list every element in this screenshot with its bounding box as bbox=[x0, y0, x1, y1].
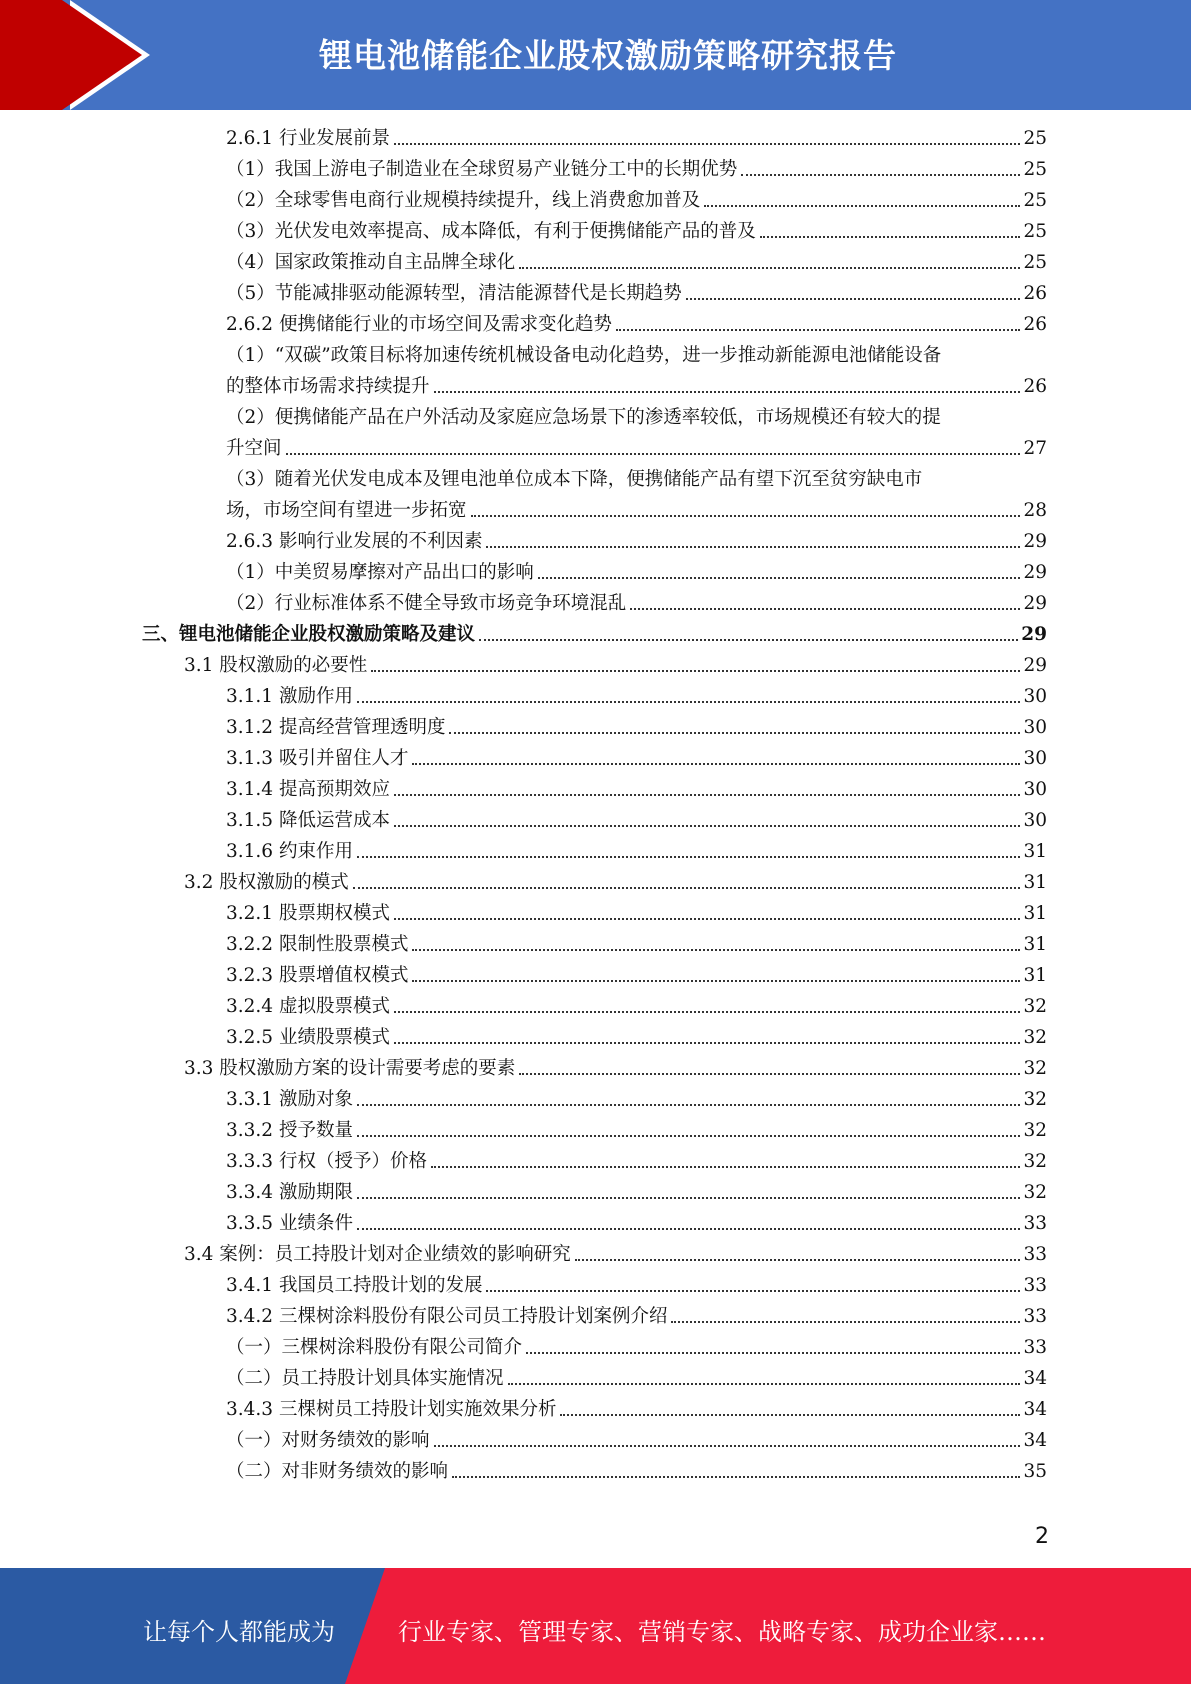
toc-leader-dots bbox=[434, 1445, 1021, 1447]
toc-leader-dots bbox=[508, 1383, 1021, 1385]
toc-leader-dots bbox=[486, 546, 1020, 548]
toc-leader-dots bbox=[412, 763, 1020, 765]
toc-entry-text: 2.6.1 行业发展前景 bbox=[226, 128, 390, 149]
toc-entry[interactable] bbox=[226, 1182, 1047, 1204]
page-header bbox=[0, 0, 1191, 110]
toc-entry-text: （一）对财务绩效的影响 bbox=[226, 1430, 430, 1451]
toc-entry-text: 3.2.3 股票增值权模式 bbox=[226, 965, 409, 986]
toc-entry[interactable] bbox=[226, 841, 1047, 863]
toc-entry-page: 25 bbox=[1023, 190, 1047, 211]
toc-entry-line1[interactable]: （3）随着光伏发电成本及锂电池单位成本下降，便携储能产品有望下沉至贫穷缺电市 bbox=[226, 469, 923, 490]
toc-entry[interactable] bbox=[184, 872, 1047, 894]
toc-entry-page: 30 bbox=[1023, 686, 1047, 707]
toc-entry[interactable] bbox=[226, 1306, 1047, 1328]
toc-entry-text: 3.4.3 三棵树员工持股计划实施效果分析 bbox=[226, 1399, 557, 1420]
toc-leader-dots bbox=[394, 143, 1020, 145]
toc-leader-dots bbox=[394, 1042, 1020, 1044]
toc-entry[interactable] bbox=[226, 190, 1047, 212]
toc-entry-text: 3.2.1 股票期权模式 bbox=[226, 903, 390, 924]
toc-entry-text: 三、锂电池储能企业股权激励策略及建议 bbox=[142, 624, 476, 645]
toc-entry-page: 33 bbox=[1023, 1337, 1047, 1358]
toc-leader-dots bbox=[286, 453, 1021, 455]
toc-entry-text: 3.1.6 约束作用 bbox=[226, 841, 353, 862]
toc-entry-text: 3.3.4 激励期限 bbox=[226, 1182, 353, 1203]
toc-entry-page: 26 bbox=[1023, 376, 1047, 397]
toc-entry[interactable] bbox=[226, 159, 1047, 181]
toc-leader-dots bbox=[630, 608, 1020, 610]
toc-entry-text: （2）行业标准体系不健全导致市场竞争环境混乱 bbox=[226, 593, 627, 614]
toc-entry[interactable] bbox=[226, 283, 1047, 305]
toc-entry-page: 35 bbox=[1023, 1461, 1047, 1482]
toc-entry-text: （3）光伏发电效率提高、成本降低，有利于便携储能产品的普及 bbox=[226, 221, 756, 242]
toc-entry-page: 31 bbox=[1023, 872, 1047, 893]
toc-leader-dots bbox=[560, 1414, 1020, 1416]
toc-entry[interactable] bbox=[226, 1368, 1047, 1390]
toc-entry-page: 30 bbox=[1023, 810, 1047, 831]
toc-entry-text: 升空间 bbox=[226, 438, 282, 459]
toc-entry[interactable] bbox=[226, 1089, 1047, 1111]
toc-entry-page: 25 bbox=[1023, 221, 1047, 242]
toc-entry[interactable] bbox=[226, 1213, 1047, 1235]
toc-entry[interactable] bbox=[226, 1461, 1047, 1483]
toc-entry[interactable] bbox=[226, 1027, 1047, 1049]
toc-entry[interactable] bbox=[226, 593, 1047, 615]
toc-entry[interactable] bbox=[226, 934, 1047, 956]
toc-entry-page: 31 bbox=[1023, 934, 1047, 955]
toc-entry[interactable] bbox=[226, 686, 1047, 708]
toc-leader-dots bbox=[412, 980, 1020, 982]
toc-entry[interactable] bbox=[226, 500, 1047, 522]
toc-leader-dots bbox=[519, 1073, 1020, 1075]
toc-leader-dots bbox=[357, 1104, 1021, 1106]
toc-entry[interactable] bbox=[226, 314, 1047, 336]
toc-entry-page: 30 bbox=[1023, 748, 1047, 769]
toc-entry-text: 3.3.2 授予数量 bbox=[226, 1120, 353, 1141]
toc-entry-text: （二）员工持股计划具体实施情况 bbox=[226, 1368, 504, 1389]
toc-entry-text: 场，市场空间有望进一步拓宽 bbox=[226, 500, 467, 521]
toc-leader-dots bbox=[371, 670, 1020, 672]
footer-blue-slant bbox=[345, 1568, 385, 1684]
toc-leader-dots bbox=[526, 1352, 1020, 1354]
toc-entry-text: （一）三棵树涂料股份有限公司简介 bbox=[226, 1337, 523, 1358]
toc-entry-page: 32 bbox=[1023, 1058, 1047, 1079]
toc-entry-page: 25 bbox=[1023, 159, 1047, 180]
toc-entry-page: 32 bbox=[1023, 1027, 1047, 1048]
toc-entry[interactable] bbox=[184, 655, 1047, 677]
toc-leader-dots bbox=[575, 1259, 1021, 1261]
toc-leader-dots bbox=[760, 236, 1021, 238]
toc-entry-text: 3.3 股权激励方案的设计需要考虑的要素 bbox=[184, 1058, 516, 1079]
toc-entry-page: 33 bbox=[1023, 1213, 1047, 1234]
page-number: 2 bbox=[1035, 1524, 1049, 1549]
toc-entry-page: 30 bbox=[1023, 717, 1047, 738]
toc-entry-page: 32 bbox=[1023, 996, 1047, 1017]
toc-entry-page: 31 bbox=[1023, 965, 1047, 986]
toc-entry[interactable] bbox=[226, 748, 1047, 770]
toc-entry-page: 29 bbox=[1023, 562, 1047, 583]
toc-entry[interactable] bbox=[226, 562, 1047, 584]
toc-entry-text: 3.1.1 激励作用 bbox=[226, 686, 353, 707]
toc-entry-page: 31 bbox=[1023, 841, 1047, 862]
toc-entry-text: 3.4.1 我国员工持股计划的发展 bbox=[226, 1275, 483, 1296]
toc-entry-page: 32 bbox=[1023, 1182, 1047, 1203]
toc-leader-dots bbox=[357, 1135, 1021, 1137]
toc-leader-dots bbox=[394, 825, 1020, 827]
toc-entry-text: 3.1.4 提高预期效应 bbox=[226, 779, 390, 800]
toc-leader-dots bbox=[394, 918, 1020, 920]
toc-entry[interactable] bbox=[226, 531, 1047, 553]
toc-entry-line1[interactable]: （1）“双碳”政策目标将加速传统机械设备电动化趋势，进一步推动新能源电池储能设备 bbox=[226, 345, 942, 366]
toc-entry-text: 3.1 股权激励的必要性 bbox=[184, 655, 368, 676]
toc-entry-page: 26 bbox=[1023, 283, 1047, 304]
footer-slogan-right: 行业专家、管理专家、营销专家、战略专家、成功企业家…… bbox=[398, 1618, 1046, 1646]
toc-leader-dots bbox=[394, 794, 1020, 796]
toc-leader-dots bbox=[353, 887, 1021, 889]
toc-entry-text: 3.1.5 降低运营成本 bbox=[226, 810, 390, 831]
toc-entry-text: 3.2 股权激励的模式 bbox=[184, 872, 349, 893]
toc-entry-text: 3.4.2 三棵树涂料股份有限公司员工持股计划案例介绍 bbox=[226, 1306, 668, 1327]
toc-leader-dots bbox=[357, 1228, 1021, 1230]
report-title: 锂电池储能企业股权激励策略研究报告 bbox=[319, 36, 897, 75]
toc-entry-page: 33 bbox=[1023, 1244, 1047, 1265]
toc-entry[interactable] bbox=[226, 717, 1047, 739]
toc-entry-text: （4）国家政策推动自主品牌全球化 bbox=[226, 252, 516, 273]
toc-leader-dots bbox=[486, 1290, 1020, 1292]
toc-entry-page: 32 bbox=[1023, 1120, 1047, 1141]
toc-entry-text: 2.6.3 影响行业发展的不利因素 bbox=[226, 531, 483, 552]
toc-entry-page: 29 bbox=[1023, 531, 1047, 552]
toc-leader-dots bbox=[704, 205, 1020, 207]
toc-entry-page: 33 bbox=[1023, 1306, 1047, 1327]
toc-leader-dots bbox=[471, 515, 1021, 517]
toc-chapter-entry[interactable] bbox=[142, 624, 1047, 646]
toc-entry-text: 的整体市场需求持续提升 bbox=[226, 376, 430, 397]
toc-entry-text: 3.2.4 虚拟股票模式 bbox=[226, 996, 390, 1017]
toc-entry-page: 32 bbox=[1023, 1151, 1047, 1172]
toc-entry[interactable] bbox=[226, 221, 1047, 243]
toc-leader-dots bbox=[452, 1476, 1020, 1478]
page-footer bbox=[0, 1568, 1191, 1684]
toc-entry-page: 33 bbox=[1023, 1275, 1047, 1296]
toc-entry-page: 28 bbox=[1023, 500, 1047, 521]
toc-entry-page: 27 bbox=[1023, 438, 1047, 459]
toc-entry[interactable] bbox=[226, 1337, 1047, 1359]
toc-entry-text: （1）我国上游电子制造业在全球贸易产业链分工中的长期优势 bbox=[226, 159, 738, 180]
toc-entry[interactable] bbox=[184, 1058, 1047, 1080]
toc-entry[interactable] bbox=[226, 1399, 1047, 1421]
toc-leader-dots bbox=[519, 267, 1020, 269]
toc-entry-page: 25 bbox=[1023, 252, 1047, 273]
toc-entry[interactable] bbox=[226, 1275, 1047, 1297]
toc-entry-page: 32 bbox=[1023, 1089, 1047, 1110]
toc-entry-text: 3.2.5 业绩股票模式 bbox=[226, 1027, 390, 1048]
toc-entry-text: （二）对非财务绩效的影响 bbox=[226, 1461, 449, 1482]
toc-leader-dots bbox=[671, 1321, 1020, 1323]
toc-leader-dots bbox=[479, 639, 1018, 641]
toc-entry-line1[interactable]: （2）便携储能产品在户外活动及家庭应急场景下的渗透率较低，市场规模还有较大的提 bbox=[226, 407, 941, 428]
toc-entry-page: 34 bbox=[1023, 1430, 1047, 1451]
toc-entry[interactable] bbox=[226, 1151, 1047, 1173]
toc-leader-dots bbox=[434, 391, 1021, 393]
toc-leader-dots bbox=[538, 577, 1021, 579]
toc-leader-dots bbox=[449, 732, 1020, 734]
toc-entry[interactable] bbox=[226, 996, 1047, 1018]
toc-leader-dots bbox=[394, 1011, 1020, 1013]
toc-entry[interactable] bbox=[226, 438, 1047, 460]
toc-entry-text: 3.1.2 提高经营管理透明度 bbox=[226, 717, 446, 738]
toc-entry[interactable] bbox=[226, 1430, 1047, 1452]
toc-entry-page: 26 bbox=[1023, 314, 1047, 335]
toc-entry-page: 29 bbox=[1023, 593, 1047, 614]
toc-entry-page: 25 bbox=[1023, 128, 1047, 149]
toc-entry-text: 3.3.3 行权（授予）价格 bbox=[226, 1151, 427, 1172]
toc-entry-text: 3.4 案例：员工持股计划对企业绩效的影响研究 bbox=[184, 1244, 571, 1265]
toc-leader-dots bbox=[357, 701, 1021, 703]
toc-entry[interactable] bbox=[226, 128, 1047, 150]
toc-leader-dots bbox=[357, 1197, 1021, 1199]
toc-entry-page: 29 bbox=[1023, 655, 1047, 676]
toc-leader-dots bbox=[431, 1166, 1020, 1168]
toc-entry[interactable] bbox=[226, 903, 1047, 925]
toc-leader-dots bbox=[357, 856, 1021, 858]
toc-entry-text: 3.1.3 吸引并留住人才 bbox=[226, 748, 409, 769]
toc-entry-page: 34 bbox=[1023, 1368, 1047, 1389]
footer-slogan-left: 让每个人都能成为 bbox=[143, 1618, 335, 1646]
toc-entry-text: 2.6.2 便携储能行业的市场空间及需求变化趋势 bbox=[226, 314, 612, 335]
toc-entry[interactable] bbox=[226, 779, 1047, 801]
toc-entry-text: 3.3.5 业绩条件 bbox=[226, 1213, 353, 1234]
toc-entry[interactable] bbox=[226, 810, 1047, 832]
toc-entry[interactable] bbox=[226, 376, 1047, 398]
toc-entry-text: 3.3.1 激励对象 bbox=[226, 1089, 353, 1110]
toc-entry-text: （5）节能减排驱动能源转型，清洁能源替代是长期趋势 bbox=[226, 283, 682, 304]
toc-entry-page: 29 bbox=[1021, 624, 1047, 645]
toc-entry-page: 31 bbox=[1023, 903, 1047, 924]
toc-entry[interactable] bbox=[226, 252, 1047, 274]
toc-leader-dots bbox=[412, 949, 1020, 951]
toc-leader-dots bbox=[616, 329, 1020, 331]
toc-entry-page: 34 bbox=[1023, 1399, 1047, 1420]
toc-leader-dots bbox=[741, 174, 1020, 176]
toc-entry-text: （1）中美贸易摩擦对产品出口的影响 bbox=[226, 562, 534, 583]
toc-entry-page: 30 bbox=[1023, 779, 1047, 800]
toc-entry-text: （2）全球零售电商行业规模持续提升，线上消费愈加普及 bbox=[226, 190, 701, 211]
toc-entry-text: 3.2.2 限制性股票模式 bbox=[226, 934, 409, 955]
toc-entry[interactable] bbox=[226, 1120, 1047, 1142]
toc-entry[interactable] bbox=[184, 1244, 1047, 1266]
toc-leader-dots bbox=[686, 298, 1021, 300]
toc-entry[interactable] bbox=[226, 965, 1047, 987]
